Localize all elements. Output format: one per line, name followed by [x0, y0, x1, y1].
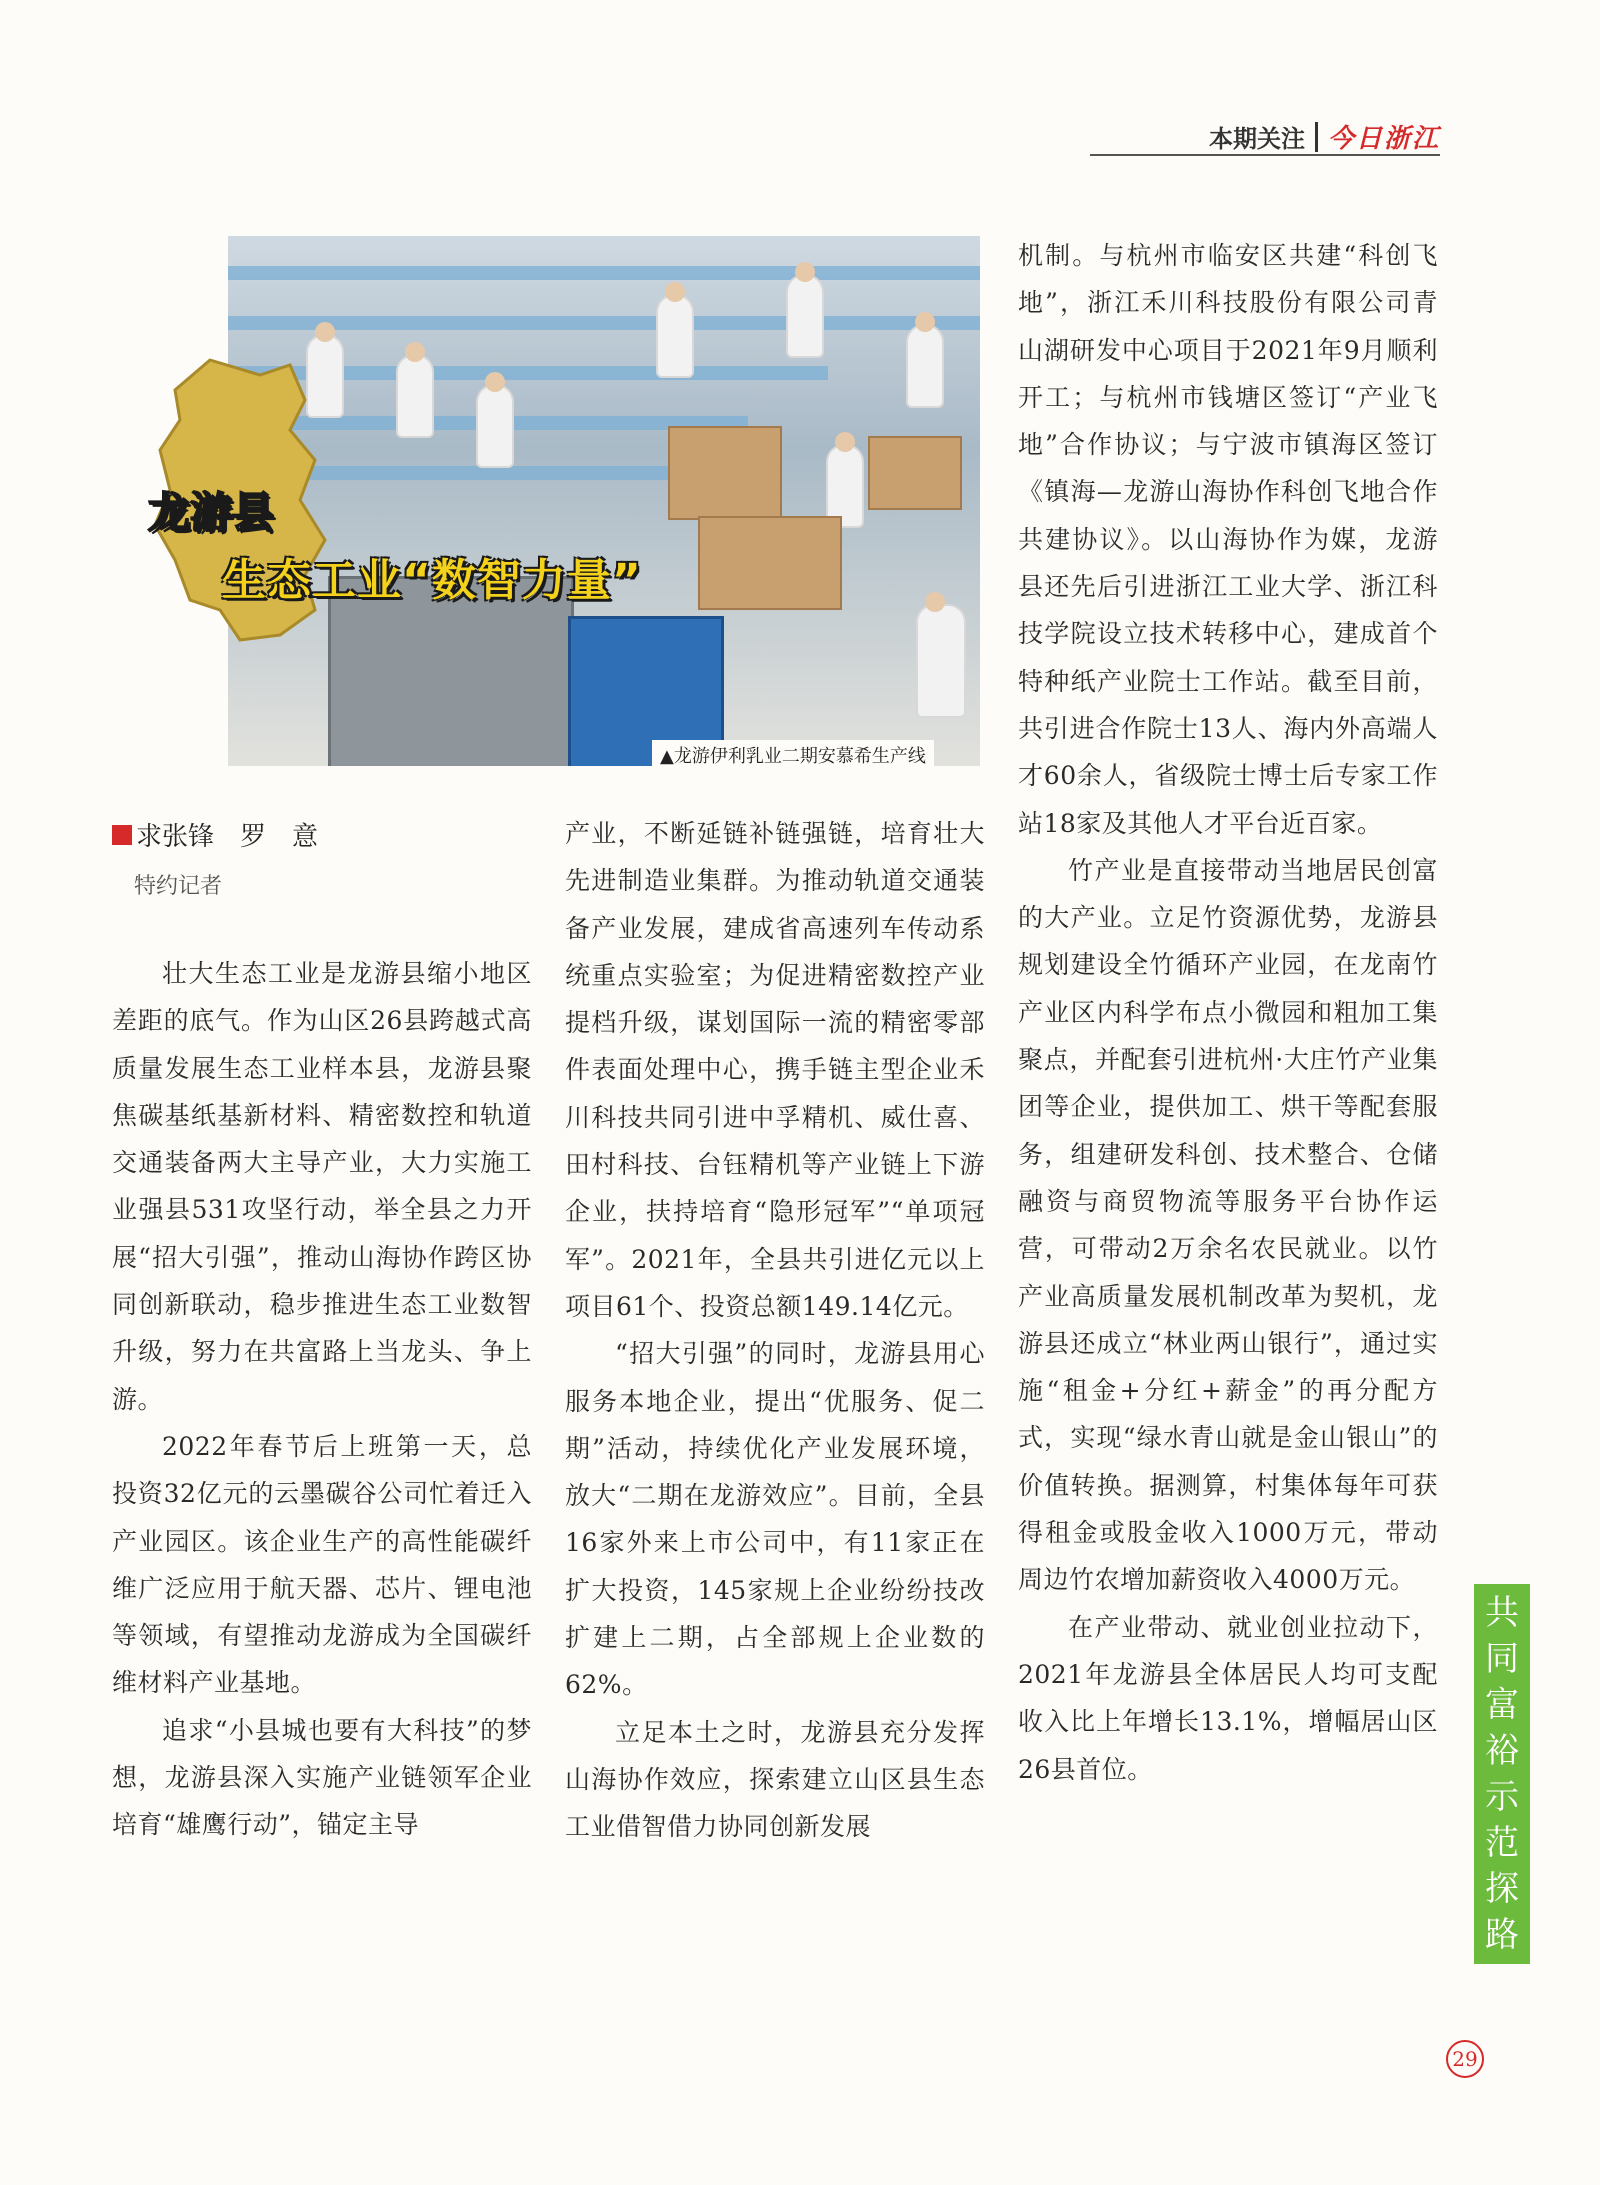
section-header [1209, 118, 1440, 155]
paragraph: “招大引强”的同时，龙游县用心服务本地企业，提出“优服务、促二期”活动，持续优化产业发展环境，放大“二期在龙游效应”。目前，全县16家外来上市公司中，有11家正在扩大投资，145家规上企业纷纷技改扩建上二期，占全部规上企业数的62%。 [565, 1339, 985, 1700]
worker [478, 386, 512, 466]
paragraph: 产业，不断延链补链强链，培育壮大先进制造业集群。为推动轨道交通装备产业发展，建成省高速列车传动系统重点实验室；为促进精密数控产业提档升级，谋划国际一流的精密零部件表面处理中心，携手链主型企业禾川科技共同引进中孚精机、威仕喜、田村科技、台钰精机等产业链上下游企业，扶持培育“隐形冠军”“单项冠军”。2021年，全县共引进亿元以上项目61个、投资总额149.14亿元。 [565, 819, 985, 1321]
worker [788, 276, 822, 356]
side-tab-char: 路 [1485, 1915, 1519, 1955]
cardboard-stack [868, 436, 962, 510]
side-tab-char: 示 [1485, 1777, 1519, 1817]
section-label: 本期关注 [1208, 125, 1305, 153]
magazine-logo: 今日浙江 [1327, 124, 1440, 154]
side-tab-char: 富 [1485, 1685, 1519, 1725]
worker [398, 356, 432, 436]
side-tab-char: 探 [1485, 1869, 1519, 1909]
section-side-tab [1474, 1584, 1530, 1964]
article-title-main: 生态工业“数智力量” [222, 555, 642, 606]
header-rule [1090, 154, 1440, 156]
paragraph: 机制。与杭州市临安区共建“科创飞地”，浙江禾川科技股份有限公司青山湖研发中心项目于2021年9月顺利开工；与杭州市钱塘区签订“产业飞地”合作协议；与宁波市镇海区签订《镇海—龙游山海协作科创飞地合作共建协议》。以山海协作为媒，龙游县还先后引进浙江工业大学、浙江科技学院设立技术转移中心，建成首个特种纸产业院士工作站。截至目前，共引进合作院士13人、海内外高端人才60余人，省级院士博士后专家工作站18家及其他人才平台近百家。 [1018, 241, 1438, 838]
byline-authors [112, 816, 318, 853]
side-tab-char: 同 [1485, 1639, 1519, 1679]
side-tab-char: 共 [1485, 1593, 1519, 1633]
article-title-county: 龙游县 [148, 488, 275, 537]
side-tab-char: 裕 [1485, 1731, 1519, 1771]
author-names: 求张锋 罗 意 [136, 822, 319, 852]
paragraph: 在产业带动、就业创业拉动下，2021年龙游县全体居民人均可支配收入比上年增长13.1%，增幅居山区26县首位。 [1018, 1612, 1438, 1784]
text-column-3 [1018, 232, 1438, 1793]
conveyor-belt [228, 266, 980, 280]
side-tab-char: 范 [1485, 1823, 1519, 1863]
paragraph: 2022年春节后上班第一天，总投资32亿元的云墨碳谷公司忙着迁入产业园区。该企业生产的高性能碳纤维广泛应用于航天器、芯片、锂电池等领域，有望推动龙游成为全国碳纤维材料产业基地。 [112, 1431, 532, 1698]
worker-foreground [918, 606, 964, 716]
conveyor-belt [228, 316, 980, 330]
paragraph: 追求“小县城也要有大科技”的梦想，龙游县深入实施产业链领军企业培育“雄鹰行动”，锚定主导 [112, 1715, 532, 1840]
worker [828, 446, 862, 526]
cardboard-stack [668, 426, 782, 520]
header-divider [1315, 122, 1318, 152]
photo-caption: ▲龙游伊利乳业二期安慕希生产线 [652, 740, 934, 770]
paragraph: 壮大生态工业是龙游县缩小地区差距的底气。作为山区26县跨越式高质量发展生态工业样本县，龙游县聚焦碳基纸基新材料、精密数控和轨道交通装备两大主导产业，大力实施工业强县531攻坚行动，举全县之力开展“招大引强”，推动山海协作跨区协同创新联动，稳步推进生态工业数智升级，努力在共富路上当龙头、争上游。 [112, 959, 532, 1414]
cardboard-stack [698, 516, 842, 610]
author-role: 特约记者 [134, 874, 223, 899]
text-column-1 [112, 950, 532, 1849]
worker [908, 326, 942, 406]
worker [658, 296, 692, 376]
paragraph: 竹产业是直接带动当地居民创富的大产业。立足竹资源优势，龙游县规划建设全竹循环产业园，在龙南竹产业区内科学布点小微园和粗加工集聚点，并配套引进杭州·大庄竹产业集团等企业，提供加工、烘干等配套服务，组建研发科创、技术整合、仓储融资与商贸物流等服务平台协作运营，可带动2万余名农民就业。以竹产业高质量发展机制改革为契机，龙游县还成立“林业两山银行”，通过实施“租金+分红+薪金”的再分配方式，实现“绿水青山就是金山银山”的价值转换。据测算，村集体每年可获得租金或股金收入1000万元，带动周边竹农增加薪资收入4000万元。 [1018, 855, 1438, 1595]
red-square-icon [112, 825, 132, 845]
byline [112, 816, 318, 900]
paragraph: 立足本土之时，龙游县充分发挥山海协作效应，探索建立山区县生态工业借智借力协同创新发展 [565, 1717, 985, 1842]
page-number: 29 [1446, 2040, 1484, 2078]
text-column-2 [565, 810, 985, 1851]
